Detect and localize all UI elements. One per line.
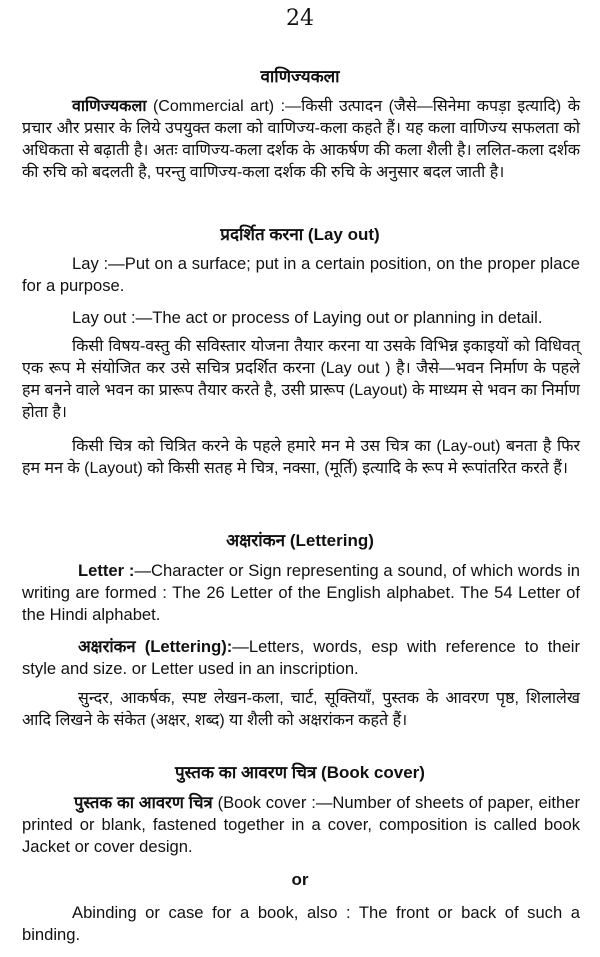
paragraph-book-cover-definition — [22, 792, 580, 858]
or-separator: or — [291, 870, 309, 889]
term-letter: Letter : — [78, 561, 135, 580]
paragraph-layout-hindi-1: किसी विषय-वस्तु की सविस्तार योजना तैयार करना या उसके विभिन्न इकाइयों को विधिवत् एक रूप मे संयोजित कर उसे सचित्र प्रदर्शित करना (Lay out ) है। जैसे—भवन निर्माण के पहले हम बनने वाले भवन का प्रारूप तैयार करते है, उसी प्रारूप (Layout) के माध्यम से भवन का निर्माण होता है। — [22, 338, 580, 421]
commercial-art-text: (Commercial art) :—किसी उत्पादन (जैसे—सिनेमा कपड़ा इत्यादि) के प्रचार और प्रसार के लिये उपयुक्त कला को वाणिज्य-कला कहते हैं। यह कला वाणिज्य सफलता को अधिकता से बढ़ाती है। अतः वाणिज्य-कला दर्शक के आकर्षण की कला शैली है। ललित-कला दर्शक की रुचि को बदलती है, परन्तु वाणिज्य-कला दर्शक की रुचि के अनुसार बदल जाती है। — [22, 98, 580, 181]
paragraph-binding: Abinding or case for a book, also : The front or back of such a binding. — [22, 903, 580, 944]
term-lettering: अक्षरांकन (Lettering): — [78, 637, 233, 656]
term-vanijyakala: वाणिज्यकला — [72, 98, 147, 115]
paragraph-layout-hindi-2: किसी चित्र को चित्रित करने के पहले हमारे मन मे उस चित्र का (Lay-out) बनता है फिर हम मन के (Layout) को किसी सतह मे चित्र, नक्सा, (मूर्ति) इत्यादि के रूप मे रूपांतरित करते हैं। — [22, 438, 580, 477]
letter-definition-text: —Character or Sign representing a sound, of which words in writing are formed : The 26 Letter of the English alphabet. The 54 Letter of the Hindi alphabet. — [22, 561, 580, 624]
lettering-definition-text: —Letters, words, esp with reference to their style and size. or Letter used in an inscription. — [22, 637, 581, 678]
heading-lettering: अक्षरांकन (Lettering) — [226, 531, 374, 550]
paragraph-lettering-definition — [22, 636, 580, 680]
book-cover-definition-text: (Book cover :—Number of sheets of paper, either printed or blank, fastened together in a cover, composition is called book Jacket or cover design. — [22, 793, 581, 856]
heading-vanijyakala: वाणिज्यकला — [260, 67, 340, 86]
paragraph-lettering-hindi: सुन्दर, आकर्षक, स्पष्ट लेखन-कला, चार्ट, सूक्तियाँ, पुस्तक के आवरण पृष्ठ, शिलालेख आदि लिखने के संकेत (अक्षर, शब्द) या शैली को अक्षरांकन कहते हैं। — [22, 690, 580, 729]
page-number: 24 — [286, 6, 314, 31]
term-book-cover: पुस्तक का आवरण चित्र — [74, 793, 213, 812]
paragraph-layout-definition: Lay out :—The act or process of Laying out or planning in detail. — [72, 308, 543, 327]
paragraph-lay-definition: Lay :—Put on a surface; put in a certain position, on the proper place for a purpose. — [22, 254, 580, 295]
heading-book-cover: पुस्तक का आवरण चित्र (Book cover) — [175, 763, 425, 782]
heading-layout: प्रदर्शित करना (Lay out) — [220, 225, 380, 244]
paragraph-letter-definition — [22, 560, 580, 626]
paragraph-commercial-art — [22, 96, 580, 184]
